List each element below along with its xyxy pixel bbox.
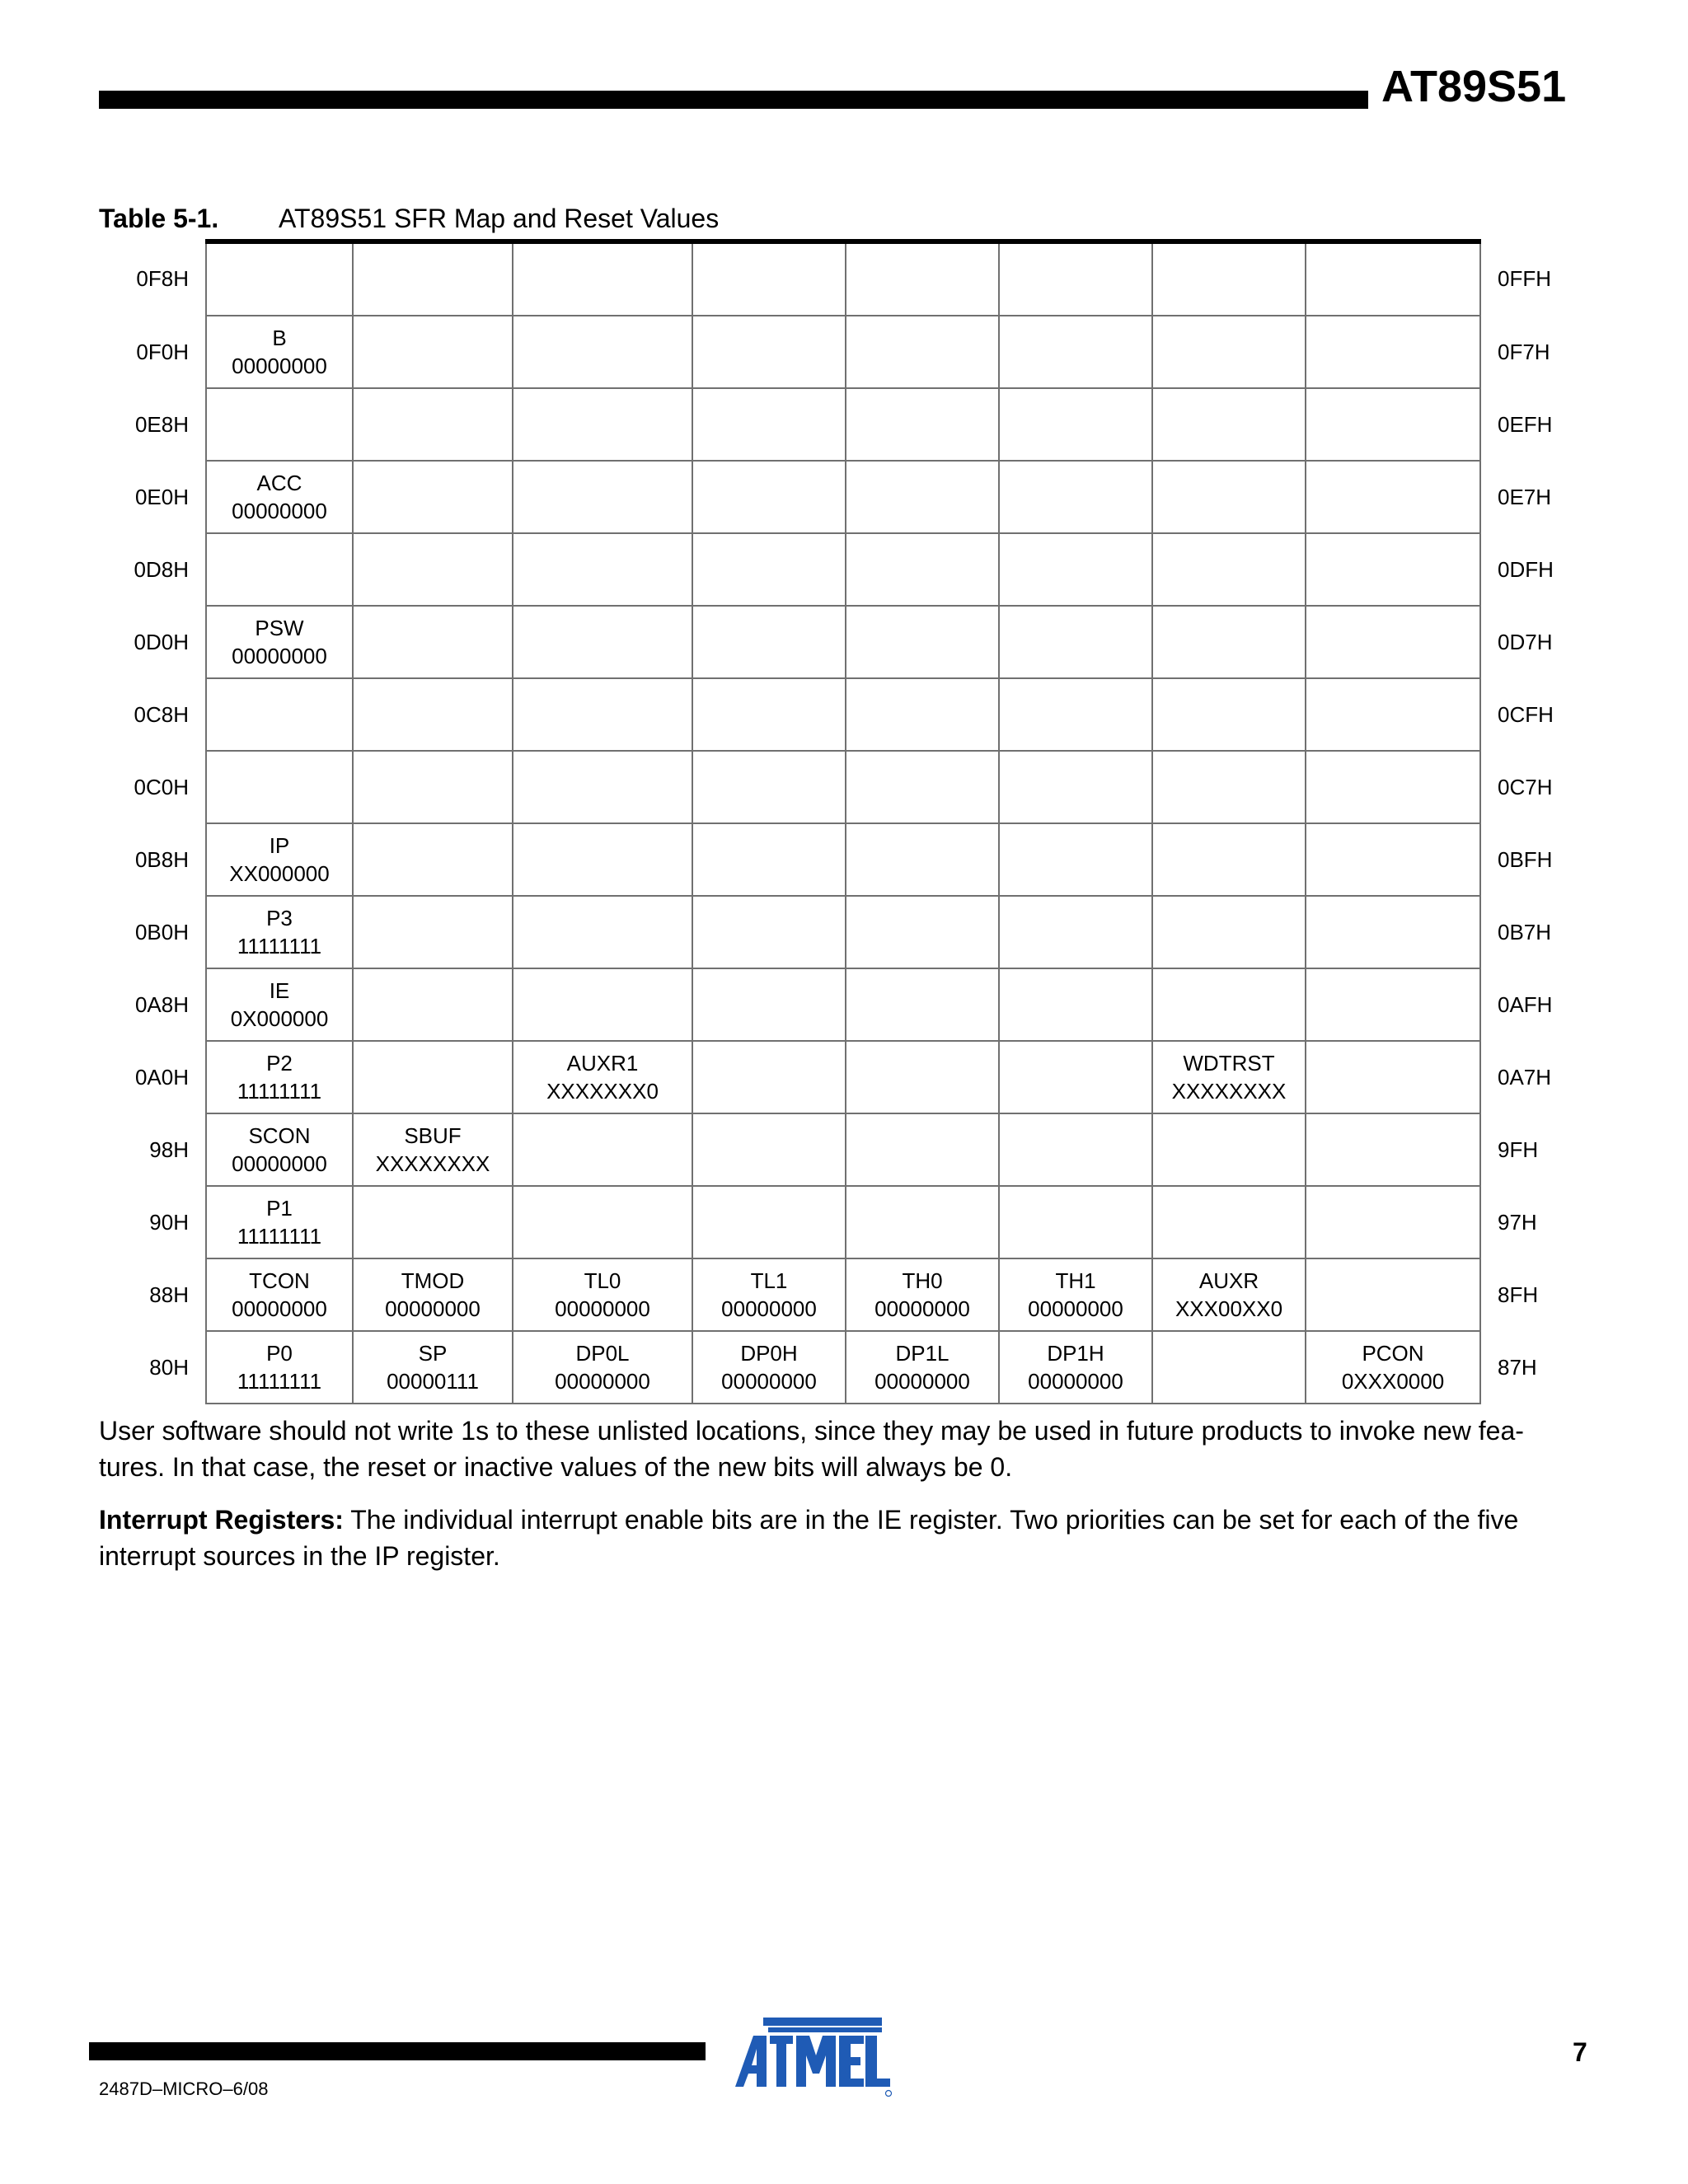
sfr-empty-cell [1306, 751, 1480, 823]
sfr-empty-cell [206, 678, 353, 751]
sfr-empty-cell [513, 968, 692, 1041]
sfr-register-cell [353, 1113, 513, 1186]
sfr-empty-cell [1306, 896, 1480, 968]
sfr-empty-cell [846, 1041, 999, 1113]
sfr-empty-cell [513, 1113, 692, 1186]
register-reset-value: 00000000 [555, 1369, 650, 1394]
row-start-address: 0B8H [134, 847, 189, 872]
sfr-empty-cell [353, 678, 513, 751]
sfr-empty-cell [206, 241, 353, 316]
sfr-empty-cell [1306, 1113, 1480, 1186]
register-reset-value: 00000000 [385, 1296, 481, 1321]
sfr-register-cell [206, 1041, 353, 1113]
sfr-empty-cell [513, 823, 692, 896]
page-number: 7 [1573, 2037, 1587, 2067]
row-start-address: 88H [149, 1282, 189, 1307]
register-name: IE [269, 978, 290, 1003]
sfr-row [99, 968, 1596, 1041]
row-end-address: 9FH [1498, 1137, 1539, 1162]
sfr-empty-cell [692, 1186, 846, 1258]
interrupt-registers-text: The individual interrupt enable bits are in the IE register. Two priorities can be set for each of the five interrupt sources in the IP register. [99, 1505, 1519, 1571]
register-name: TMOD [401, 1268, 465, 1293]
row-end-address: 0E7H [1498, 485, 1552, 509]
sfr-empty-cell [1306, 1041, 1480, 1113]
sfr-row [99, 896, 1596, 968]
sfr-register-cell [206, 606, 353, 678]
sfr-empty-cell [999, 388, 1152, 461]
sfr-register-cell [206, 896, 353, 968]
sfr-empty-cell [999, 241, 1152, 316]
sfr-empty-cell [1152, 533, 1306, 606]
register-reset-value: 00000000 [721, 1369, 817, 1394]
register-reset-value: 00000000 [874, 1369, 970, 1394]
sfr-empty-cell [1152, 751, 1306, 823]
sfr-empty-cell [692, 751, 846, 823]
sfr-empty-cell [513, 241, 692, 316]
register-name: ACC [256, 471, 302, 495]
row-start-address: 0F8H [136, 266, 189, 291]
sfr-empty-cell [353, 316, 513, 388]
sfr-empty-cell [1152, 896, 1306, 968]
sfr-empty-cell [1152, 241, 1306, 316]
sfr-empty-cell [206, 751, 353, 823]
sfr-empty-cell [692, 241, 846, 316]
sfr-map-table [99, 239, 1596, 1404]
atmel-logo-graphic [730, 2014, 895, 2097]
row-start-address: 0E0H [134, 485, 189, 509]
sfr-row [99, 1041, 1596, 1113]
register-name: DP1L [895, 1341, 950, 1366]
interrupt-registers-paragraph [99, 1502, 1589, 1574]
register-name: AUXR [1198, 1268, 1259, 1293]
register-name: DP1H [1047, 1341, 1104, 1366]
sfr-empty-cell [1152, 1186, 1306, 1258]
sfr-table-container [99, 239, 1596, 1404]
sfr-register-cell [1306, 1331, 1480, 1404]
sfr-register-cell [513, 1041, 692, 1113]
sfr-row [99, 461, 1596, 533]
sfr-empty-cell [999, 896, 1152, 968]
row-start-address: 98H [149, 1137, 189, 1162]
sfr-empty-cell [999, 533, 1152, 606]
sfr-empty-cell [513, 678, 692, 751]
sfr-empty-cell [1152, 606, 1306, 678]
atmel-logo [730, 2014, 895, 2101]
sfr-empty-cell [1306, 606, 1480, 678]
sfr-row [99, 1258, 1596, 1331]
register-name: TL1 [750, 1268, 788, 1293]
sfr-empty-cell [692, 678, 846, 751]
sfr-empty-cell [1306, 678, 1480, 751]
sfr-empty-cell [846, 606, 999, 678]
sfr-empty-cell [1306, 241, 1480, 316]
sfr-row [99, 823, 1596, 896]
sfr-register-cell [513, 1331, 692, 1404]
sfr-empty-cell [999, 316, 1152, 388]
sfr-empty-cell [513, 896, 692, 968]
sfr-empty-cell [1306, 461, 1480, 533]
sfr-empty-cell [846, 1186, 999, 1258]
sfr-register-cell [1152, 1258, 1306, 1331]
row-start-address: 0C0H [134, 775, 189, 799]
table-caption [99, 204, 719, 234]
register-reset-value: 00000000 [1028, 1296, 1123, 1321]
register-reset-value: 00000111 [387, 1369, 479, 1394]
row-start-address: 0E8H [134, 412, 189, 437]
sfr-empty-cell [846, 896, 999, 968]
sfr-empty-cell [1152, 1331, 1306, 1404]
sfr-empty-cell [999, 678, 1152, 751]
register-name: DP0L [575, 1341, 630, 1366]
sfr-row [99, 388, 1596, 461]
sfr-row [99, 1113, 1596, 1186]
sfr-row [99, 1331, 1596, 1404]
sfr-empty-cell [692, 316, 846, 388]
sfr-empty-cell [353, 823, 513, 896]
row-end-address: 97H [1498, 1210, 1537, 1235]
sfr-empty-cell [1152, 316, 1306, 388]
row-start-address: 0B0H [134, 920, 189, 944]
row-start-address: 0D0H [134, 630, 189, 654]
sfr-empty-cell [1152, 678, 1306, 751]
sfr-empty-cell [692, 1113, 846, 1186]
sfr-row [99, 316, 1596, 388]
sfr-empty-cell [692, 388, 846, 461]
register-reset-value: XXXXXXXX [375, 1151, 490, 1176]
sfr-register-cell [846, 1258, 999, 1331]
sfr-empty-cell [846, 823, 999, 896]
register-name: B [272, 326, 287, 350]
register-name: AUXR1 [566, 1051, 639, 1076]
sfr-register-cell [692, 1331, 846, 1404]
sfr-empty-cell [513, 606, 692, 678]
sfr-register-cell [1152, 1041, 1306, 1113]
header-rule [99, 91, 1368, 109]
register-reset-value: XX000000 [229, 861, 330, 886]
row-end-address: 87H [1498, 1355, 1537, 1380]
register-reset-value: 00000000 [1028, 1369, 1123, 1394]
row-end-address: 0DFH [1498, 557, 1554, 582]
sfr-empty-cell [353, 1041, 513, 1113]
sfr-register-cell [206, 461, 353, 533]
sfr-row [99, 533, 1596, 606]
sfr-row [99, 751, 1596, 823]
sfr-empty-cell [206, 388, 353, 461]
register-name: SCON [248, 1123, 311, 1148]
register-name: P3 [266, 906, 293, 930]
table-caption-title: AT89S51 SFR Map and Reset Values [279, 204, 720, 233]
sfr-empty-cell [1152, 388, 1306, 461]
sfr-empty-cell [1306, 968, 1480, 1041]
sfr-empty-cell [692, 896, 846, 968]
register-reset-value: 0XXX0000 [1341, 1369, 1445, 1394]
register-name: SP [418, 1341, 448, 1366]
sfr-register-cell [513, 1258, 692, 1331]
register-reset-value: XXXXXXXX [1171, 1079, 1287, 1104]
sfr-empty-cell [513, 751, 692, 823]
sfr-register-cell [206, 1258, 353, 1331]
sfr-empty-cell [846, 533, 999, 606]
row-end-address: 0AFH [1498, 992, 1553, 1017]
register-name: P1 [266, 1196, 293, 1221]
sfr-empty-cell [692, 533, 846, 606]
sfr-empty-cell [692, 823, 846, 896]
sfr-empty-cell [353, 968, 513, 1041]
sfr-row [99, 606, 1596, 678]
sfr-register-cell [206, 1113, 353, 1186]
register-name: TH1 [1055, 1268, 1096, 1293]
register-reset-value: 00000000 [232, 644, 327, 668]
sfr-empty-cell [846, 461, 999, 533]
sfr-register-cell [846, 1331, 999, 1404]
row-start-address: 0A0H [134, 1065, 189, 1090]
sfr-register-cell [206, 316, 353, 388]
row-end-address: 0BFH [1498, 847, 1553, 872]
sfr-empty-cell [999, 461, 1152, 533]
row-start-address: 0C8H [134, 702, 189, 727]
row-end-address: 0A7H [1498, 1065, 1552, 1090]
register-reset-value: XXXXXXX0 [546, 1079, 659, 1104]
register-name: PCON [1362, 1341, 1424, 1366]
sfr-empty-cell [692, 1041, 846, 1113]
sfr-empty-cell [353, 461, 513, 533]
row-start-address: 0F0H [136, 340, 189, 364]
sfr-empty-cell [513, 316, 692, 388]
sfr-empty-cell [999, 968, 1152, 1041]
sfr-empty-cell [353, 241, 513, 316]
sfr-register-cell [353, 1258, 513, 1331]
sfr-empty-cell [1306, 316, 1480, 388]
sfr-empty-cell [1306, 388, 1480, 461]
register-reset-value: 00000000 [232, 354, 327, 378]
sfr-empty-cell [1306, 1258, 1480, 1331]
sfr-empty-cell [353, 896, 513, 968]
sfr-empty-cell [353, 1186, 513, 1258]
sfr-empty-cell [999, 606, 1152, 678]
register-name: P2 [266, 1051, 293, 1076]
row-start-address: 0A8H [134, 992, 189, 1017]
sfr-empty-cell [999, 1041, 1152, 1113]
footer-rule [89, 2042, 706, 2060]
sfr-empty-cell [846, 1113, 999, 1186]
sfr-empty-cell [353, 533, 513, 606]
register-reset-value: 00000000 [232, 499, 327, 523]
sfr-empty-cell [353, 388, 513, 461]
sfr-empty-cell [846, 316, 999, 388]
sfr-register-cell [999, 1258, 1152, 1331]
sfr-row [99, 678, 1596, 751]
table-caption-number: Table 5-1. [99, 204, 219, 233]
sfr-empty-cell [513, 1186, 692, 1258]
sfr-register-cell [206, 1331, 353, 1404]
sfr-empty-cell [1306, 533, 1480, 606]
sfr-register-cell [206, 968, 353, 1041]
register-reset-value: 11111111 [237, 934, 322, 958]
row-start-address: 90H [149, 1210, 189, 1235]
sfr-empty-cell [846, 751, 999, 823]
register-reset-value: 00000000 [555, 1296, 650, 1321]
sfr-register-cell [999, 1331, 1152, 1404]
document-code: 2487D–MICRO–6/08 [99, 2079, 269, 2099]
row-end-address: 0EFH [1498, 412, 1553, 437]
sfr-empty-cell [206, 533, 353, 606]
row-end-address: 8FH [1498, 1282, 1539, 1307]
note-paragraph: User software should not write 1s to these unlisted locations, since they may be used in future products to invoke new fea-tures. In that case, the reset or inactive values of the new bits will always be 0. [99, 1416, 1524, 1482]
sfr-empty-cell [1152, 968, 1306, 1041]
sfr-empty-cell [353, 606, 513, 678]
row-end-address: 0B7H [1498, 920, 1552, 944]
sfr-empty-cell [999, 1113, 1152, 1186]
row-start-address: 80H [149, 1355, 189, 1380]
register-name: IP [269, 833, 290, 858]
sfr-empty-cell [513, 533, 692, 606]
sfr-empty-cell [692, 606, 846, 678]
sfr-empty-cell [353, 751, 513, 823]
register-name: WDTRST [1183, 1051, 1275, 1076]
register-name: TCON [249, 1268, 310, 1293]
interrupt-registers-heading: Interrupt Registers: [99, 1505, 344, 1535]
register-reset-value: XXX00XX0 [1175, 1296, 1283, 1321]
sfr-empty-cell [513, 388, 692, 461]
sfr-empty-cell [692, 461, 846, 533]
register-reset-value: 00000000 [721, 1296, 817, 1321]
sfr-register-cell [692, 1258, 846, 1331]
sfr-empty-cell [1306, 1186, 1480, 1258]
register-name: P0 [266, 1341, 293, 1366]
row-end-address: 0CFH [1498, 702, 1554, 727]
sfr-empty-cell [999, 823, 1152, 896]
sfr-register-cell [206, 1186, 353, 1258]
register-name: DP0H [740, 1341, 798, 1366]
register-reset-value: 00000000 [232, 1151, 327, 1176]
sfr-empty-cell [846, 678, 999, 751]
sfr-empty-cell [1152, 461, 1306, 533]
sfr-empty-cell [846, 241, 999, 316]
register-name: PSW [255, 616, 304, 640]
sfr-empty-cell [846, 968, 999, 1041]
register-name: TL0 [584, 1268, 621, 1293]
sfr-empty-cell [999, 751, 1152, 823]
sfr-empty-cell [999, 1186, 1152, 1258]
sfr-empty-cell [1152, 1113, 1306, 1186]
sfr-row [99, 1186, 1596, 1258]
register-reset-value: 11111111 [237, 1079, 322, 1104]
row-end-address: 0D7H [1498, 630, 1553, 654]
register-name: TH0 [902, 1268, 943, 1293]
sfr-empty-cell [1152, 823, 1306, 896]
register-reset-value: 00000000 [874, 1296, 970, 1321]
row-end-address: 0C7H [1498, 775, 1553, 799]
sfr-empty-cell [692, 968, 846, 1041]
register-reset-value: 00000000 [232, 1296, 327, 1321]
document-title: AT89S51 [1381, 62, 1567, 111]
sfr-empty-cell [513, 461, 692, 533]
row-end-address: 0FFH [1498, 266, 1551, 291]
sfr-register-cell [353, 1331, 513, 1404]
sfr-register-cell [206, 823, 353, 896]
sfr-row [99, 241, 1596, 316]
register-reset-value: 11111111 [237, 1224, 322, 1249]
register-reset-value: 0X000000 [230, 1006, 329, 1031]
register-reset-value: 11111111 [237, 1369, 322, 1394]
register-name: SBUF [404, 1123, 462, 1148]
sfr-empty-cell [846, 388, 999, 461]
sfr-empty-cell [1306, 823, 1480, 896]
row-end-address: 0F7H [1498, 340, 1550, 364]
row-start-address: 0D8H [134, 557, 189, 582]
